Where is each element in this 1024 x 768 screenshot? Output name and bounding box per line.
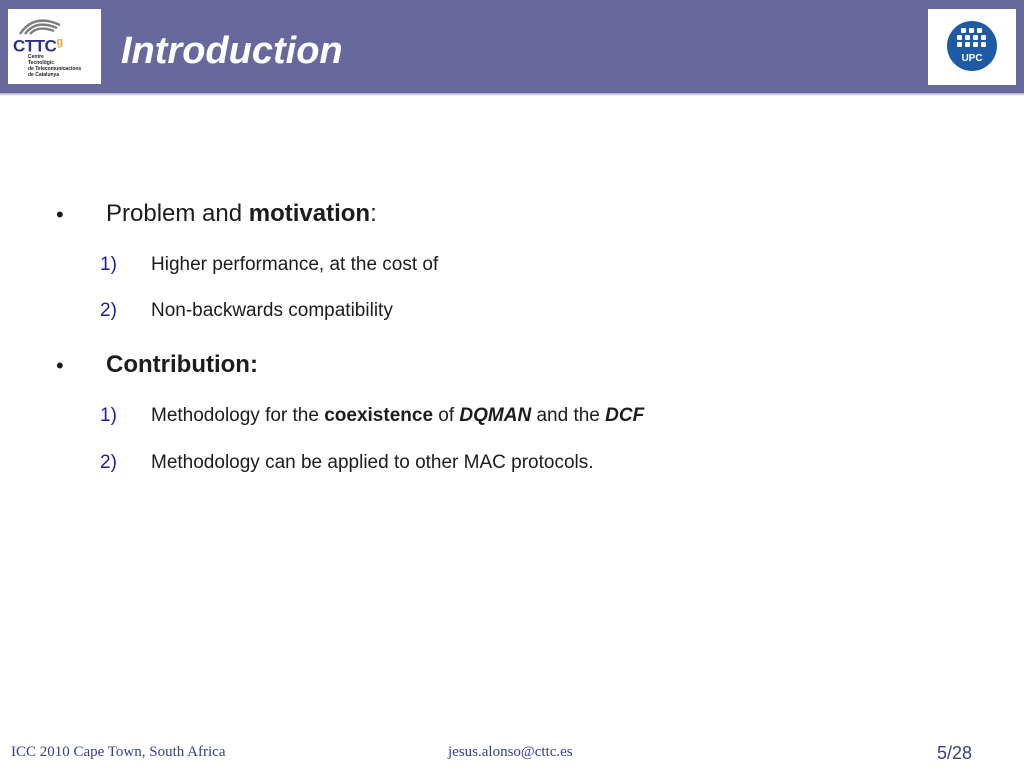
- cttc-logo: [8, 9, 101, 84]
- text-run: Problem and: [106, 200, 249, 227]
- upc-logo-text: UPC: [961, 53, 983, 64]
- cttc-subtitle: Centre Tecnològic de Telecomunicacions de Catalunya: [28, 54, 82, 78]
- header-shadow: [0, 93, 1024, 96]
- text-run: Methodology for the: [151, 405, 325, 426]
- list-item: [151, 300, 393, 322]
- text-run: Non-backwards compatibility: [151, 300, 393, 321]
- bullet-marker: •: [56, 353, 64, 378]
- text-run: Higher performance, at the cost of: [151, 254, 439, 275]
- item-number: 1): [100, 405, 117, 426]
- item-number: 2): [100, 300, 117, 321]
- list-item: [151, 452, 594, 474]
- text-run: motivation: [248, 200, 371, 227]
- text-run: Contribution:: [106, 351, 258, 378]
- text-run: coexistence: [324, 405, 434, 426]
- text-run: DQMAN: [459, 405, 532, 426]
- text-run: DCF: [605, 405, 645, 426]
- text-run: of: [433, 405, 460, 426]
- text-run: :: [370, 200, 377, 227]
- upc-logo: [928, 9, 1016, 85]
- section-heading: [106, 200, 377, 228]
- text-run: Methodology can be applied to other MAC protocols.: [151, 452, 594, 473]
- item-number: 1): [100, 254, 117, 275]
- section-heading: [106, 351, 258, 379]
- footer-page-number: 5/28: [937, 743, 973, 763]
- text-run: and the: [531, 405, 606, 426]
- cttc-arcs-icon: [14, 11, 66, 35]
- bullet-marker: •: [56, 202, 64, 227]
- upc-circle-icon: [947, 21, 997, 71]
- list-item: [151, 405, 644, 427]
- list-item: [151, 254, 438, 276]
- item-number: 2): [100, 452, 117, 473]
- footer-conference: ICC 2010 Cape Town, South Africa: [11, 744, 226, 760]
- footer-email: jesus.alonso@cttc.es: [448, 744, 573, 760]
- cttc-superscript: g: [56, 36, 63, 48]
- cttc-word: CTTC: [13, 36, 57, 56]
- slide-title: Introduction: [121, 30, 343, 72]
- cttc-wordmark: [13, 33, 63, 56]
